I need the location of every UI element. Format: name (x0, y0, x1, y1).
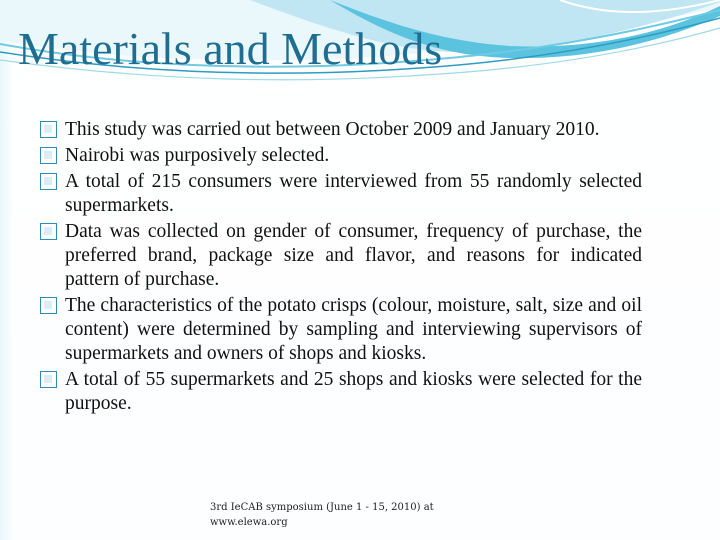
bullet-marker-icon (40, 297, 57, 314)
bullet-text: The characteristics of the potato crisps (colour, moisture, salt, size and oil content) were determined by sampling and interviewing supervisors of supermarkets and owners of shops and kiosks. (65, 295, 642, 364)
footer-line-event: 3rd IeCAB symposium (June 1 - 15, 2010) at (210, 502, 434, 513)
bullet-text: A total of 55 supermarkets and 25 shops and kiosks were selected for the purpose. (65, 369, 642, 414)
bullet-text: A total of 215 consumers were interviewed from 55 randomly selected supermarkets. (65, 171, 642, 216)
bullet-item (40, 170, 642, 218)
bullet-marker-icon (40, 147, 57, 164)
bullet-item (40, 144, 642, 168)
bullet-item (40, 294, 642, 366)
bullet-item (40, 118, 642, 142)
bullet-list (40, 118, 642, 418)
bullet-marker-icon (40, 371, 57, 388)
bullet-marker-icon (40, 121, 57, 138)
bullet-text: This study was carried out between October 2009 and January 2010. (65, 119, 600, 140)
bullet-text: Nairobi was purposively selected. (65, 145, 330, 166)
slide-footer (210, 500, 470, 530)
bullet-item (40, 220, 642, 292)
bullet-text: Data was collected on gender of consumer, frequency of purchase, the preferred brand, package size and flavor, and reasons for indicated pattern of purchase. (65, 221, 642, 290)
bullet-marker-icon (40, 173, 57, 190)
slide-title: Materials and Methods (18, 23, 443, 74)
bullet-marker-icon (40, 223, 57, 240)
bullet-item (40, 368, 642, 416)
footer-line-website: www.elewa.org (210, 517, 288, 528)
